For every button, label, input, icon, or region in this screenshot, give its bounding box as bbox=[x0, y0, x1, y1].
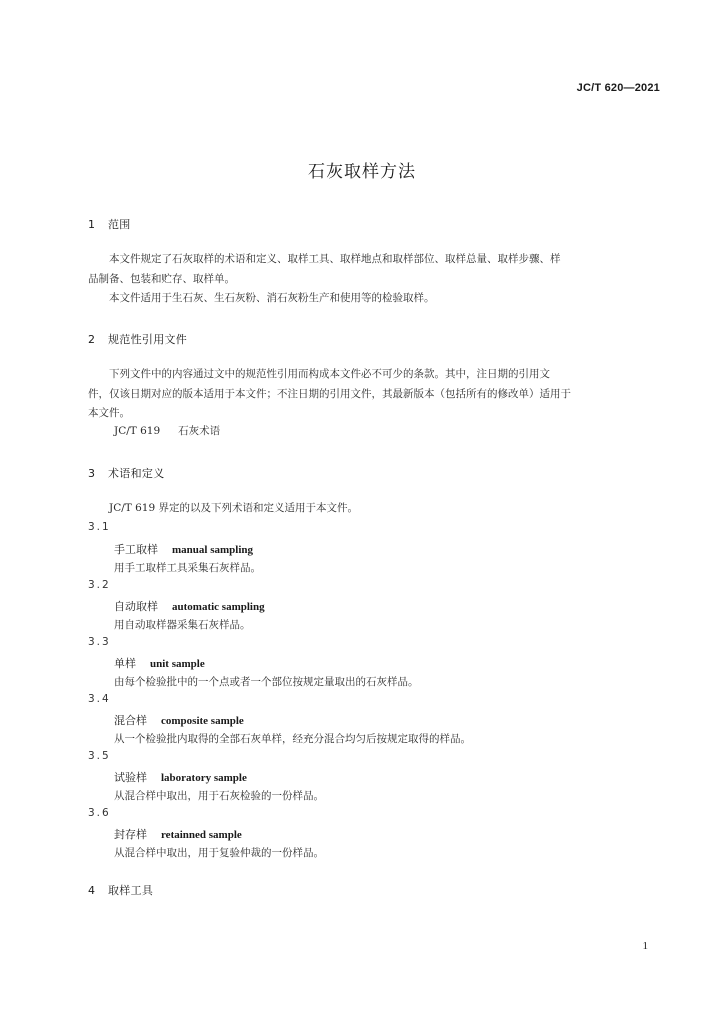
term-definition: 由每个检验批中的一个点或者一个部位按规定量取出的石灰样品。 bbox=[114, 676, 419, 688]
term-en: composite sample bbox=[161, 715, 244, 727]
section-title: 规范性引用文件 bbox=[108, 333, 188, 346]
term-title bbox=[114, 712, 244, 728]
term-en: unit sample bbox=[150, 658, 205, 670]
term-number: 3.3 bbox=[88, 636, 111, 648]
paragraph-line: 品制备、包装和贮存、取样单。 bbox=[88, 272, 235, 285]
section-number: 1 bbox=[88, 218, 96, 231]
paragraph-line: 本文件适用于生石灰、生石灰粉、消石灰粉生产和使用等的检验取样。 bbox=[109, 292, 435, 304]
term-zh: 封存样 bbox=[114, 828, 147, 841]
reference-name: 石灰术语 bbox=[178, 425, 221, 437]
term-title bbox=[114, 655, 205, 671]
paragraph-line: 本文件。 bbox=[88, 407, 130, 419]
term-number: 3.5 bbox=[88, 750, 111, 762]
term-definition: 从一个检验批内取得的全部石灰单样，经充分混合均匀后按规定取得的样品。 bbox=[114, 733, 471, 745]
section-1-paragraph-1 bbox=[88, 250, 662, 289]
page-number: 1 bbox=[642, 940, 648, 952]
section-number: 4 bbox=[88, 884, 96, 897]
term-zh: 自动取样 bbox=[114, 600, 158, 613]
term-definition: 从混合样中取出，用于石灰检验的一份样品。 bbox=[114, 790, 324, 802]
paragraph-line: JC/T 619 界定的以及下列术语和定义适用于本文件。 bbox=[109, 502, 358, 514]
term-en: automatic sampling bbox=[172, 601, 265, 613]
term-definition: 用自动取样器采集石灰样品。 bbox=[114, 619, 251, 631]
reference-code: JC/T 619 bbox=[114, 425, 161, 437]
section-3-intro bbox=[88, 499, 662, 519]
term-definition: 从混合样中取出，用于复验仲裁的一份样品。 bbox=[114, 847, 324, 859]
term-zh: 混合样 bbox=[114, 714, 147, 727]
term-number: 3.2 bbox=[88, 579, 111, 591]
section-heading-4 bbox=[88, 882, 153, 898]
term-en: manual sampling bbox=[172, 544, 253, 556]
document-title: 石灰取样方法 bbox=[308, 162, 416, 182]
term-title bbox=[114, 598, 265, 614]
term-en: retainned sample bbox=[161, 829, 242, 841]
section-title: 取样工具 bbox=[108, 884, 154, 897]
term-zh: 试验样 bbox=[114, 771, 147, 784]
term-title bbox=[114, 541, 253, 557]
standard-number: JC/T 620—2021 bbox=[576, 82, 660, 94]
term-zh: 单样 bbox=[114, 657, 136, 670]
paragraph-line: 下列文件中的内容通过文中的规范性引用而构成本文件必不可少的条款。其中，注日期的引用文 bbox=[109, 368, 550, 380]
section-2-paragraph bbox=[88, 365, 662, 424]
section-number: 2 bbox=[88, 333, 96, 346]
normative-reference bbox=[114, 423, 220, 438]
term-title bbox=[114, 769, 247, 785]
section-heading-3 bbox=[88, 465, 165, 481]
term-title bbox=[114, 826, 242, 842]
section-heading-1 bbox=[88, 216, 131, 232]
term-definition: 用手工取样工具采集石灰样品。 bbox=[114, 562, 261, 574]
section-title: 术语和定义 bbox=[108, 467, 165, 480]
paragraph-line: 件，仅该日期对应的版本适用于本文件；不注日期的引用文件，其最新版本（包括所有的修改单）适用于 bbox=[88, 387, 571, 400]
term-number: 3.6 bbox=[88, 807, 111, 819]
paragraph-line: 本文件规定了石灰取样的术语和定义、取样工具、取样地点和取样部位、取样总量、取样步骤、样 bbox=[109, 253, 561, 265]
section-1-paragraph-2 bbox=[88, 289, 662, 309]
section-title: 范围 bbox=[108, 218, 131, 231]
term-zh: 手工取样 bbox=[114, 543, 158, 556]
term-number: 3.4 bbox=[88, 693, 111, 705]
term-en: laboratory sample bbox=[161, 772, 247, 784]
section-number: 3 bbox=[88, 467, 96, 480]
term-number: 3.1 bbox=[88, 521, 111, 533]
section-heading-2 bbox=[88, 331, 187, 347]
